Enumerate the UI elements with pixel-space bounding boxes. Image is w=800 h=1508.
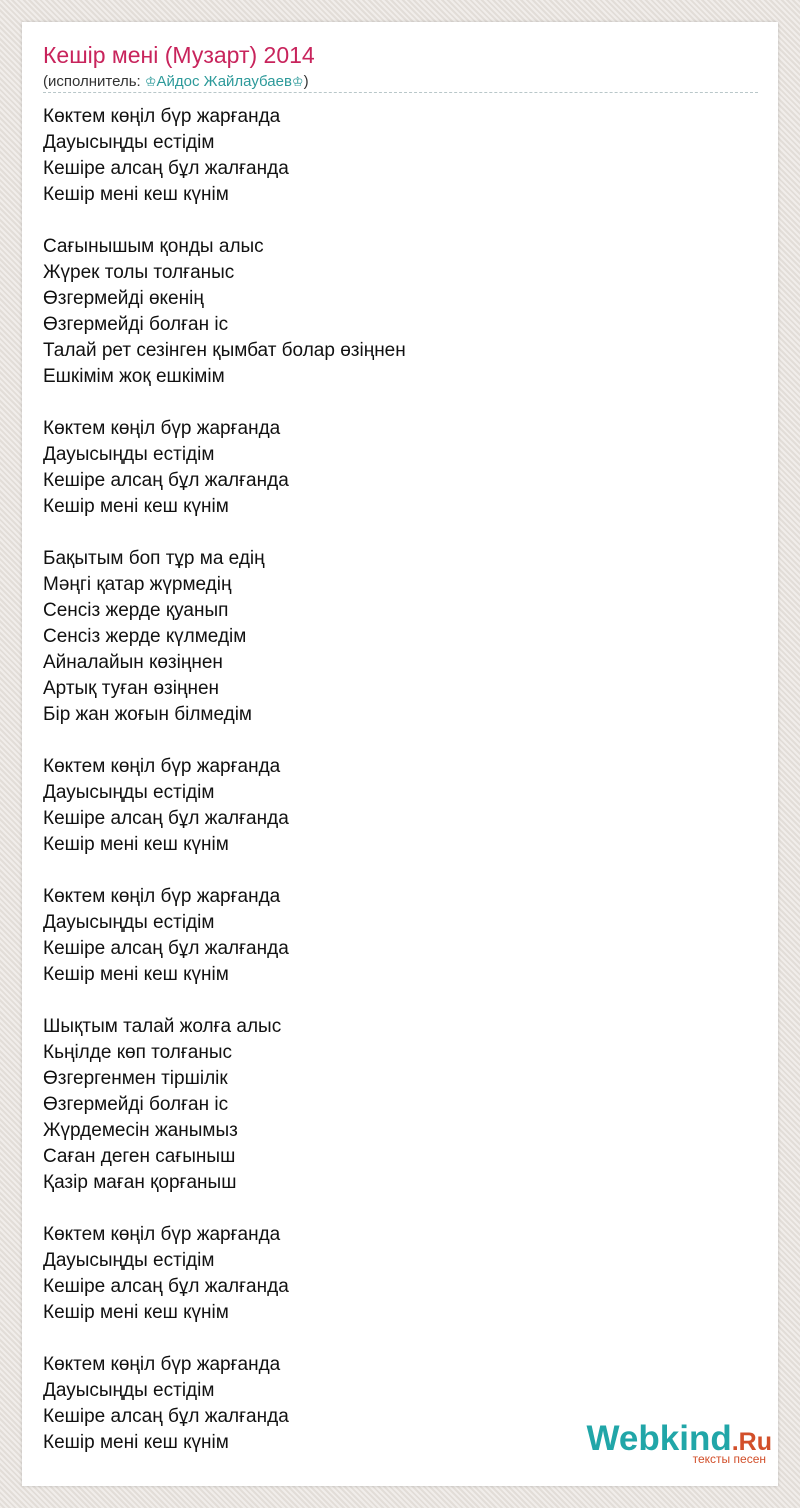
lyric-line: Көктем көңіл бүр жарғанда [43, 886, 281, 907]
lyric-line: Көктем көңіл бүр жарғанда [43, 106, 281, 127]
lyric-line: Сенсіз жерде күлмедім [43, 626, 247, 647]
lyric-line: Кешір мені кеш күнім [43, 834, 229, 855]
lyric-line: Көктем көңіл бүр жарғанда [43, 418, 281, 439]
crown-icon: ♔ [144, 74, 157, 89]
lyrics-stanza [43, 754, 758, 858]
lyric-line: Дауысыңды естідім [43, 912, 215, 933]
logo-tagline: тексты песен [692, 1452, 766, 1466]
lyric-line: Дауысыңды естідім [43, 444, 215, 465]
lyrics-stanza [43, 1222, 758, 1326]
lyric-line: Ешкімім жоқ ешкімім [43, 366, 225, 387]
lyric-line: Қазір маған қорғаныш [43, 1172, 237, 1193]
lyrics-stanza [43, 546, 758, 728]
lyric-line: Саған деген сағыныш [43, 1146, 236, 1167]
lyrics-stanza [43, 104, 758, 208]
lyric-line: Өзгермейді болған іс [43, 1094, 229, 1115]
site-logo[interactable] [586, 1419, 772, 1466]
lyric-line: Кешір мені кеш күнім [43, 1302, 229, 1323]
lyric-line: Артық туған өзіңнен [43, 678, 220, 699]
lyric-line: Кешір мені кеш күнім [43, 496, 229, 517]
lyric-line: Айналайын көзіңнен [43, 652, 223, 673]
lyric-line: Дауысыңды естідім [43, 1250, 215, 1271]
lyric-line: Өзгергенмен тіршілік [43, 1068, 228, 1089]
logo-tld: .Ru [731, 1428, 772, 1456]
lyric-line: Шықтым талай жолға алыс [43, 1016, 282, 1037]
lyrics-stanza [43, 884, 758, 988]
lyrics-stanza [43, 1014, 758, 1196]
lyric-line: Дауысыңды естідім [43, 1380, 215, 1401]
lyrics-stanza [43, 234, 758, 390]
performer-prefix: (исполнитель: [43, 73, 145, 90]
performer-suffix: ) [303, 73, 309, 90]
lyric-line: Сағынышым қонды алыс [43, 236, 264, 257]
lyric-line: Кьңілде көп толғаныс [43, 1042, 233, 1063]
lyric-line: Дауысыңды естідім [43, 132, 215, 153]
lyrics-text [43, 104, 758, 1482]
lyric-line: Мәңгі қатар жүрмедің [43, 574, 232, 595]
lyric-line: Бақытым боп тұр ма едің [43, 548, 265, 569]
lyric-line: Кешір мені кеш күнім [43, 184, 229, 205]
lyric-line: Көктем көңіл бүр жарғанда [43, 756, 281, 777]
lyric-line: Кешір мені кеш күнім [43, 964, 229, 985]
lyrics-card [22, 22, 778, 1486]
lyric-line: Жүрдемесін жанымыз [43, 1120, 238, 1141]
artist-link[interactable] [145, 73, 304, 90]
lyric-line: Көктем көңіл бүр жарғанда [43, 1354, 281, 1375]
crown-icon: ♔ [291, 74, 304, 89]
lyric-line: Талай рет сезінген қымбат болар өзіңнен [43, 340, 406, 361]
lyric-line: Өзгермейді болған іс [43, 314, 229, 335]
lyric-line: Кешір мені кеш күнім [43, 1432, 229, 1453]
lyric-line: Өзгермейді өкенің [43, 288, 204, 309]
artist-name: Айдос Жайлаубаев [156, 73, 292, 90]
lyric-line: Сенсіз жерде қуанып [43, 600, 229, 621]
lyric-line: Кешіре алсаң бұл жалғанда [43, 938, 289, 959]
song-title: Кешір мені (Музарт) 2014 [43, 42, 315, 68]
lyric-line: Кешіре алсаң бұл жалғанда [43, 470, 289, 491]
lyric-line: Жүрек толы толғаныс [43, 262, 235, 283]
dashed-divider [43, 92, 758, 93]
lyric-line: Кешіре алсаң бұл жалғанда [43, 1276, 289, 1297]
lyric-line: Кешіре алсаң бұл жалғанда [43, 158, 289, 179]
lyric-line: Кешіре алсаң бұл жалғанда [43, 1406, 289, 1427]
lyric-line: Дауысыңды естідім [43, 782, 215, 803]
logo-brand: Webkind [586, 1419, 732, 1458]
performer-line [43, 73, 309, 90]
lyrics-stanza [43, 416, 758, 520]
lyric-line: Кешіре алсаң бұл жалғанда [43, 808, 289, 829]
lyric-line: Бір жан жоғын білмедім [43, 704, 252, 725]
lyric-line: Көктем көңіл бүр жарғанда [43, 1224, 281, 1245]
